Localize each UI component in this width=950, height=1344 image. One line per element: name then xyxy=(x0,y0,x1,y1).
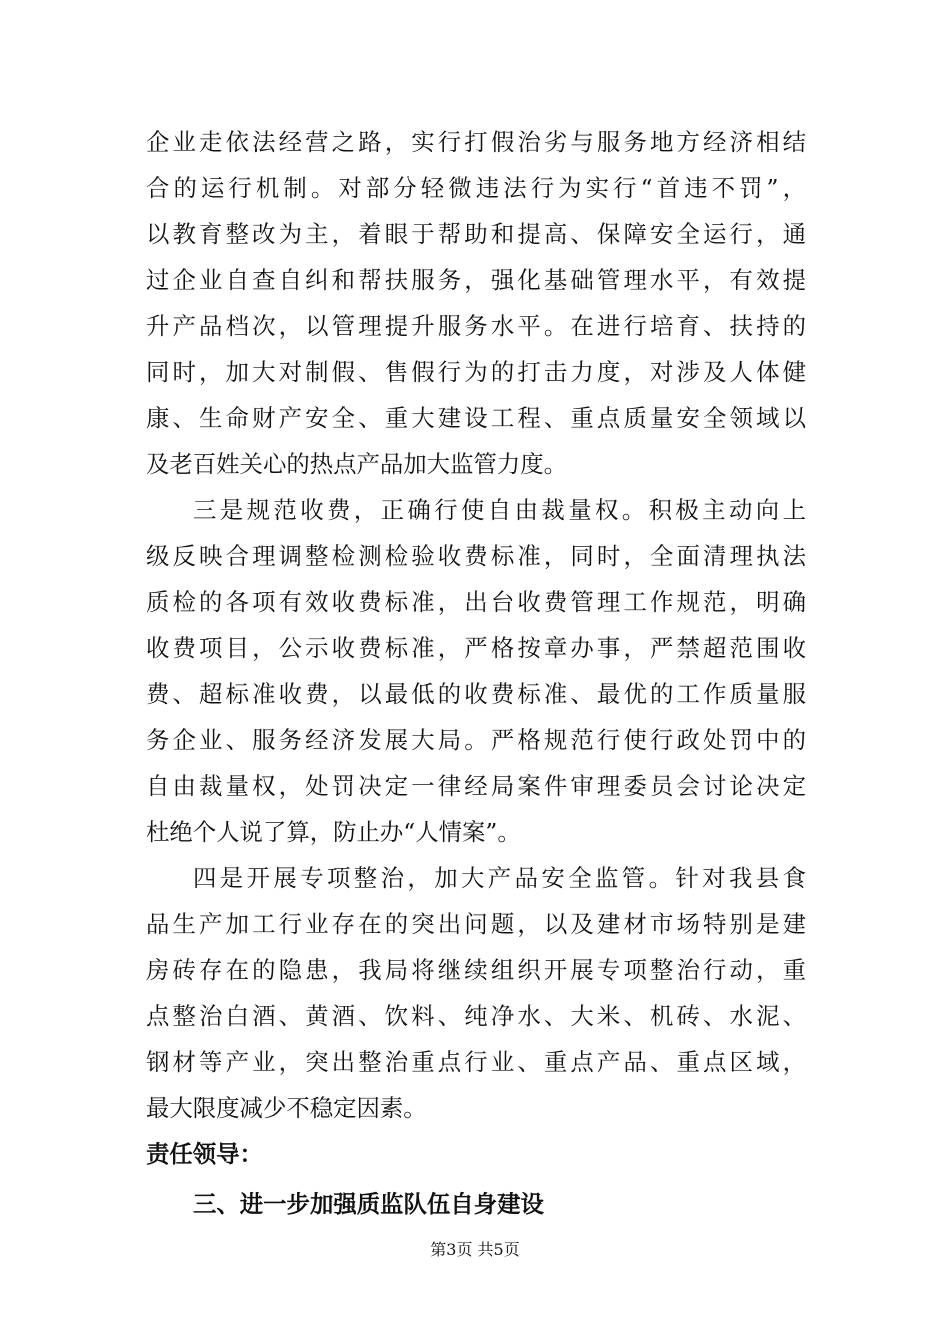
document-body xyxy=(146,119,806,1227)
text-line: 三是规范收费，正确行使自由裁量权。积极主动向上 xyxy=(193,496,806,524)
page-footer: 第3页 共5页 xyxy=(430,1240,520,1259)
text-line: 品生产加工行业存在的突出问题，以及建材市场特别是建 xyxy=(146,910,806,938)
text-line: 以教育整改为主，着眼于帮助和提高、保障安全运行，通 xyxy=(146,220,806,248)
section-heading: 三、进一步加强质监队伍自身建设 xyxy=(193,1190,544,1218)
text-line: 过企业自查自纠和帮扶服务，强化基础管理水平，有效提 xyxy=(146,266,806,294)
text-line: 务企业、服务经济发展大局。严格规范行使行政处罚中的 xyxy=(146,726,806,754)
paragraph-1 xyxy=(146,119,806,487)
responsible-leader-label: 责任领导： xyxy=(146,1140,263,1168)
text-line: 质检的各项有效收费标准，出台收费管理工作规范，明确 xyxy=(146,588,806,616)
text-line: 及老百姓关心的热点产品加大监管力度。 xyxy=(146,450,568,478)
text-line: 同时，加大对制假、售假行为的打击力度，对涉及人体健 xyxy=(146,358,806,386)
text-line: 四是开展专项整治，加大产品安全监管。针对我县食 xyxy=(193,864,806,892)
text-line: 钢材等产业，突出整治重点行业、重点产品、重点区域， xyxy=(146,1048,806,1076)
paragraph-2 xyxy=(146,487,806,855)
text-line: 点整治白酒、黄酒、饮料、纯净水、大米、机砖、水泥、 xyxy=(146,1002,806,1030)
text-line: 企业走依法经营之路，实行打假治劣与服务地方经济相结 xyxy=(146,128,806,156)
text-line: 最大限度减少不稳定因素。 xyxy=(146,1094,427,1122)
text-line: 收费项目，公示收费标准，严格按章办事，严禁超范围收 xyxy=(146,634,806,662)
text-line: 级反映合理调整检测检验收费标准，同时，全面清理执法 xyxy=(146,542,806,570)
text-line: 升产品档次，以管理提升服务水平。在进行培育、扶持的 xyxy=(146,312,806,340)
text-line: 合的运行机制。对部分轻微违法行为实行“首违不罚”， xyxy=(146,174,806,202)
text-line: 自由裁量权，处罚决定一律经局案件审理委员会讨论决定 xyxy=(146,772,806,800)
text-line: 房砖存在的隐患，我局将继续组织开展专项整治行动，重 xyxy=(146,956,806,984)
text-line: 费、超标准收费，以最低的收费标准、最优的工作质量服 xyxy=(146,680,806,708)
text-line: 康、生命财产安全、重大建设工程、重点质量安全领域以 xyxy=(146,404,806,432)
text-line: 杜绝个人说了算，防止办“人情案”。 xyxy=(146,818,521,846)
paragraph-3 xyxy=(146,855,806,1131)
